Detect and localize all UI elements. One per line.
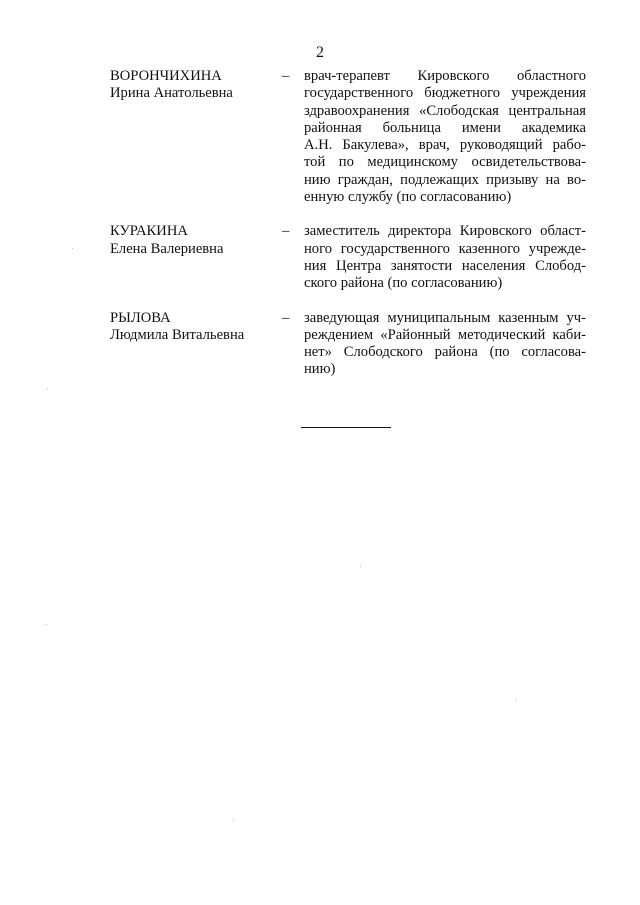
scan-speck [72, 248, 73, 249]
member-role [304, 68, 586, 206]
member-name-block [110, 223, 282, 258]
role-line: врач-терапевт Кировского областного [304, 68, 586, 84]
role-line: заведующая муниципальным казенным уч- [304, 309, 586, 326]
member-name-block [110, 68, 282, 103]
member-entry [110, 310, 588, 379]
role-line: той по медицинскому освидетельствова- [304, 154, 586, 171]
scan-speck [360, 566, 361, 567]
role-line: реждением «Районный методический каби- [304, 326, 586, 343]
role-line: енную службу (по согласованию) [304, 189, 512, 206]
scan-speck [47, 388, 48, 389]
page-number: 2 [316, 44, 324, 61]
role-line: нию граждан, подлежащих призыву на во- [304, 171, 586, 188]
role-line: заместитель директора Кировского област- [304, 223, 586, 240]
role-line: ского района (по согласованию) [304, 275, 503, 292]
member-role [304, 310, 586, 379]
entry-dash: – [282, 309, 290, 326]
end-of-list-rule [301, 427, 391, 428]
member-entry [110, 68, 588, 206]
role-line: А.Н. Бакулева», врач, руководящий рабо- [304, 137, 586, 154]
role-line: ния Центра занятости населения Слобод- [304, 257, 586, 274]
role-line: нию) [304, 361, 336, 378]
member-name-block [110, 310, 282, 345]
role-line: нет» Слободского района (по согласова- [304, 344, 586, 361]
member-surname: ВОРОНЧИХИНА [110, 68, 222, 84]
member-given-names: Ирина Анатольевна [110, 85, 233, 102]
role-line: районная больница имени академика [304, 119, 586, 136]
role-line: государственного бюджетного учреждения [304, 85, 586, 102]
member-role [304, 223, 586, 292]
role-line: здравоохранения «Слободская центральная [304, 102, 586, 119]
scan-speck [233, 820, 234, 821]
scan-speck [46, 624, 47, 625]
entry-dash: – [282, 68, 290, 84]
member-entry [110, 223, 588, 292]
member-given-names: Елена Валериевна [110, 240, 224, 257]
member-surname: КУРАКИНА [110, 223, 188, 240]
entry-dash: – [282, 223, 290, 240]
member-surname: РЫЛОВА [110, 309, 171, 326]
scan-speck [515, 700, 516, 701]
member-given-names: Людмила Витальевна [110, 326, 245, 343]
member-list [110, 68, 588, 379]
role-line: ного государственного казенного учрежде- [304, 240, 586, 257]
